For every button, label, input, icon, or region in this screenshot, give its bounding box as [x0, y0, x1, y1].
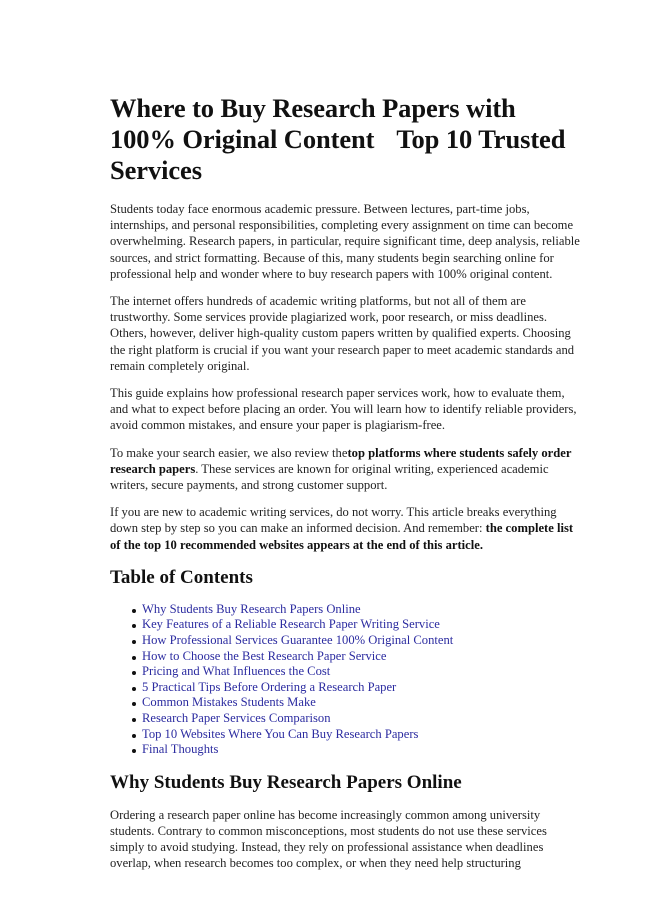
document-page	[110, 93, 580, 883]
title-line-1: Where to Buy Research Papers with	[110, 93, 516, 123]
toc-item	[130, 742, 580, 758]
toc-item	[130, 727, 580, 743]
section-why-paragraph-1: Ordering a research paper online has become increasingly common among university students. Contrary to common misconceptions, most students do not use these services simply to avoid studying. Instead, they rely on professional assistance when deadlines overlap, when research becomes too complex, or when they need help structuring	[110, 807, 547, 871]
title-line-2b: Top 10 Trusted	[396, 124, 566, 154]
page-title	[110, 93, 580, 186]
bullet-icon	[132, 749, 136, 753]
toc-link-practical-tips[interactable]: 5 Practical Tips Before Ordering a Research Paper	[142, 679, 397, 694]
toc-item	[130, 633, 580, 649]
toc-item	[130, 602, 580, 618]
toc-link-top-10[interactable]: Top 10 Websites Where You Can Buy Research Papers	[142, 726, 419, 741]
intro-paragraph-1: Students today face enormous academic pressure. Between lectures, part-time jobs, internships, and personal responsibilities, completing every assignment on time can become overwhelming. Research papers, in particular, require significant time, deep analysis, reliable sources, and strict formatting. Because of this, many students begin searching online for professional help and wonder where to buy research papers with 100% original content.	[110, 202, 580, 281]
p5-bold-text: the complete list of the top 10 recommended websites appears at the end of this article.	[110, 521, 574, 552]
p4-bold-text: top platforms where students safely order research papers	[110, 445, 572, 476]
toc-item	[130, 617, 580, 633]
bullet-icon	[132, 656, 136, 660]
p4-text-before: To make your search easier, we also review the	[110, 445, 348, 460]
title-line-3: Services	[110, 155, 202, 185]
toc-link-key-features[interactable]: Key Features of a Reliable Research Paper Writing Service	[142, 617, 440, 632]
bullet-icon	[132, 687, 136, 691]
toc-link-why-students[interactable]: Why Students Buy Research Papers Online	[142, 601, 361, 616]
bullet-icon	[132, 734, 136, 738]
bullet-icon	[132, 640, 136, 644]
intro-paragraph-3: This guide explains how professional research paper services work, how to evaluate them, and what to expect before placing an order. You will learn how to identify reliable providers, avoid common mistakes, and ensure your paper is plagiarism-free.	[110, 386, 577, 433]
toc-item	[130, 649, 580, 665]
bullet-icon	[132, 718, 136, 722]
p5-text-before: If you are new to academic writing services, do not worry. This article breaks everything down step by step so you can make an informed decision. And remember:	[110, 505, 557, 536]
bullet-icon	[132, 609, 136, 613]
intro-paragraph-4	[110, 445, 580, 494]
p4-text-after: . These services are known for original writing, experienced academic writers, secure payments, and strong customer support.	[110, 461, 549, 493]
intro-paragraph-2: The internet offers hundreds of academic writing platforms, but not all of them are trustworthy. Some services provide plagiarized work, poor research, or miss deadlines. Others, however, deliver high-quality custom papers written by qualified experts. Choosing the right platform is crucial if you want your research paper to meet academic standards and remain completely original.	[110, 294, 575, 373]
toc-link-comparison[interactable]: Research Paper Services Comparison	[142, 711, 331, 726]
intro-paragraph-5	[110, 504, 580, 553]
bullet-icon	[132, 624, 136, 628]
toc-link-choose-best[interactable]: How to Choose the Best Research Paper Service	[142, 648, 387, 663]
table-of-contents	[110, 602, 580, 758]
title-line-2a: 100% Original Content	[110, 124, 375, 154]
toc-link-pricing[interactable]: Pricing and What Influences the Cost	[142, 664, 331, 679]
toc-item	[130, 695, 580, 711]
toc-item	[130, 680, 580, 696]
toc-link-original-content[interactable]: How Professional Services Guarantee 100% Original Content	[142, 633, 454, 648]
toc-link-final-thoughts[interactable]: Final Thoughts	[142, 742, 219, 757]
toc-item	[130, 711, 580, 727]
toc-heading: Table of Contents	[110, 566, 253, 588]
section-heading-why: Why Students Buy Research Papers Online	[110, 771, 462, 793]
toc-link-common-mistakes[interactable]: Common Mistakes Students Make	[142, 695, 316, 710]
toc-item	[130, 664, 580, 680]
bullet-icon	[132, 702, 136, 706]
bullet-icon	[132, 671, 136, 675]
